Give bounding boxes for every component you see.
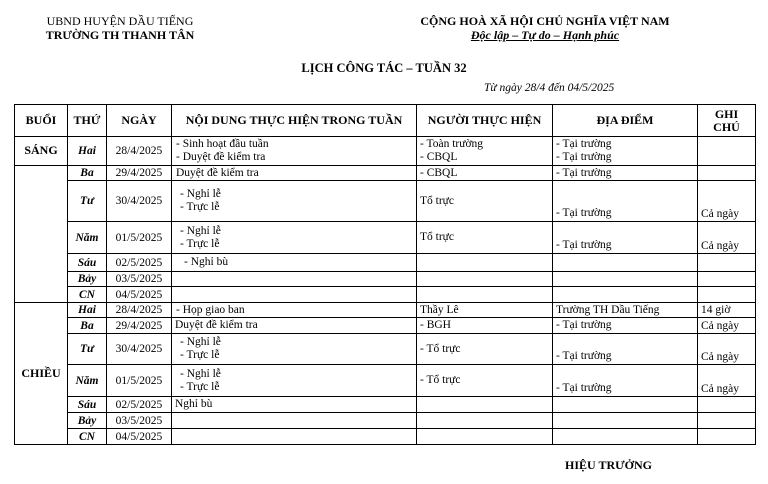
day-cell: Tư — [68, 334, 107, 365]
note-cell — [698, 166, 756, 181]
content-cell — [172, 272, 417, 287]
person-cell — [417, 303, 553, 318]
location-cell — [553, 318, 698, 334]
content-cell-line: - Nghỉ lễ — [180, 367, 221, 380]
location-cell-line: - Tại trường — [556, 138, 612, 150]
day-cell: Bảy — [68, 413, 107, 429]
session-chieu: CHIỀU — [15, 303, 68, 445]
note-cell — [698, 429, 756, 445]
date-cell: 02/5/2025 — [107, 254, 172, 272]
table-row — [15, 272, 756, 287]
day-cell: Sáu — [68, 254, 107, 272]
note-cell: Cả ngày — [698, 318, 756, 334]
col-ghi-chu: GHI CHÚ — [698, 105, 756, 137]
table-row — [15, 365, 756, 397]
table-row — [15, 318, 756, 334]
note-cell — [698, 397, 756, 413]
location-cell — [553, 429, 698, 445]
person-cell — [417, 222, 553, 254]
content-cell — [172, 334, 417, 365]
content-cell-line: - Nghỉ lễ — [180, 188, 221, 200]
location-cell — [553, 137, 698, 166]
person-cell-line: - CBQL — [420, 166, 458, 179]
day-cell: CN — [68, 287, 107, 303]
header-left — [30, 14, 210, 42]
location-cell — [553, 287, 698, 303]
district-name: UBND HUYỆN DẦU TIẾNG — [46, 14, 194, 28]
date-cell: 28/4/2025 — [107, 137, 172, 166]
location-cell — [553, 365, 698, 397]
content-cell-line: - Trực lễ — [180, 237, 220, 250]
table-row — [15, 222, 756, 254]
location-cell — [553, 166, 698, 181]
schedule-table — [14, 104, 756, 445]
content-cell-line: - Nghỉ lễ — [180, 336, 221, 348]
schedule-body — [15, 137, 756, 445]
person-cell — [417, 413, 553, 429]
content-cell — [172, 222, 417, 254]
col-buoi: BUỔI — [15, 105, 68, 137]
person-cell-line: Tổ trực — [420, 231, 455, 243]
location-cell — [553, 413, 698, 429]
table-row — [15, 334, 756, 365]
session-sang-continued — [15, 166, 68, 303]
location-cell — [553, 254, 698, 272]
content-cell — [172, 303, 417, 318]
person-cell — [417, 272, 553, 287]
content-cell-line: Duyệt đề kiểm tra — [176, 166, 259, 179]
content-cell — [172, 429, 417, 445]
person-cell — [417, 254, 553, 272]
person-cell-line: - BGH — [420, 319, 451, 331]
date-cell: 02/5/2025 — [107, 397, 172, 413]
person-cell — [417, 429, 553, 445]
content-cell — [172, 254, 417, 272]
note-cell — [698, 254, 756, 272]
person-cell-line: - CBQL — [420, 151, 458, 163]
content-cell — [172, 181, 417, 222]
person-cell — [417, 334, 553, 365]
national-motto: Độc lập – Tự do – Hạnh phúc — [470, 28, 620, 42]
note-cell: Cả ngày — [698, 222, 756, 254]
day-cell: Ba — [68, 318, 107, 334]
person-cell-line: - Tổ trực — [420, 342, 461, 355]
day-cell: Tư — [68, 181, 107, 222]
table-row — [15, 287, 756, 303]
content-cell-line: - Trực lễ — [180, 380, 220, 393]
note-cell: Cả ngày — [698, 181, 756, 222]
location-cell — [553, 272, 698, 287]
person-cell-line: Tổ trực — [420, 194, 455, 207]
date-cell: 04/5/2025 — [107, 429, 172, 445]
table-row — [15, 254, 756, 272]
person-cell — [417, 318, 553, 334]
date-cell: 30/4/2025 — [107, 181, 172, 222]
content-cell-line: - Duyệt đề kiểm tra — [176, 151, 266, 163]
content-cell — [172, 413, 417, 429]
location-cell — [553, 303, 698, 318]
date-cell: 29/4/2025 — [107, 318, 172, 334]
content-cell-line: Duyệt đề kiểm tra — [175, 319, 258, 331]
national-title: CỘNG HOÀ XÃ HỘI CHỦ NGHĨA VIỆT NAM — [420, 14, 670, 28]
location-cell — [553, 334, 698, 365]
person-cell — [417, 181, 553, 222]
col-nguoi: NGƯỜI THỰC HIỆN — [417, 105, 553, 137]
content-cell — [172, 318, 417, 334]
person-cell — [417, 365, 553, 397]
content-cell — [172, 287, 417, 303]
content-cell-line: - Nghỉ bù — [184, 256, 229, 268]
person-cell — [417, 287, 553, 303]
date-cell: 04/5/2025 — [107, 287, 172, 303]
person-cell — [417, 397, 553, 413]
note-cell — [698, 272, 756, 287]
location-cell — [553, 181, 698, 222]
header-right — [405, 14, 685, 42]
date-cell: 29/4/2025 — [107, 166, 172, 181]
date-range: Từ ngày 28/4 đến 04/5/2025 — [484, 82, 615, 94]
content-cell-line: - Họp giao ban — [176, 303, 245, 316]
note-cell: Cả ngày — [698, 365, 756, 397]
day-cell: Ba — [68, 166, 107, 181]
school-name: TRƯỜNG TH THANH TÂN — [45, 28, 195, 42]
content-cell-line: - Trực lễ — [180, 349, 220, 361]
table-row — [15, 429, 756, 445]
date-cell: 03/5/2025 — [107, 272, 172, 287]
location-cell — [553, 397, 698, 413]
table-row — [15, 137, 756, 166]
location-cell-line: - Tại trường — [556, 382, 612, 394]
content-cell-line: - Nghỉ lễ — [180, 224, 221, 237]
content-cell-line: Nghỉ bù — [175, 398, 213, 410]
note-cell — [698, 413, 756, 429]
table-row — [15, 303, 756, 318]
location-cell-line: - Tại trường — [556, 166, 612, 179]
day-cell: Năm — [68, 365, 107, 397]
table-header-row — [15, 105, 756, 137]
date-cell: 01/5/2025 — [107, 365, 172, 397]
content-cell-line: - Sinh hoạt đầu tuần — [176, 138, 269, 150]
day-cell: CN — [68, 429, 107, 445]
day-cell: Sáu — [68, 397, 107, 413]
person-cell-line: - Tổ trực — [420, 374, 461, 386]
note-cell: Cả ngày — [698, 334, 756, 365]
date-cell: 28/4/2025 — [107, 303, 172, 318]
day-cell: Năm — [68, 222, 107, 254]
location-cell-line: Trường TH Dầu Tiếng — [556, 303, 660, 316]
person-cell — [417, 137, 553, 166]
content-cell — [172, 397, 417, 413]
person-cell-line: Thầy Lê — [420, 303, 459, 316]
content-cell — [172, 137, 417, 166]
col-thu: THỨ — [68, 105, 107, 137]
page-title: LỊCH CÔNG TÁC – TUẦN 32 — [301, 61, 467, 75]
location-cell-line: - Tại trường — [556, 350, 612, 362]
date-cell: 01/5/2025 — [107, 222, 172, 254]
location-cell-line: - Tại trường — [556, 239, 612, 251]
note-cell — [698, 287, 756, 303]
location-cell-line: - Tại trường — [556, 319, 612, 331]
col-ngay: NGÀY — [107, 105, 172, 137]
note-cell — [698, 137, 756, 166]
table-row — [15, 166, 756, 181]
location-cell-line: - Tại trường — [556, 207, 612, 219]
note-cell: 14 giờ — [698, 303, 756, 318]
col-noi-dung: NỘI DUNG THỰC HIỆN TRONG TUẦN — [172, 105, 417, 137]
table-row — [15, 413, 756, 429]
content-cell — [172, 166, 417, 181]
table-row — [15, 181, 756, 222]
location-cell-line: - Tại trường — [556, 151, 612, 163]
date-cell: 30/4/2025 — [107, 334, 172, 365]
day-cell: Hai — [68, 303, 107, 318]
day-cell: Bảy — [68, 272, 107, 287]
content-cell-line: - Trực lễ — [180, 201, 220, 213]
col-dia-diem: ĐỊA ĐIỂM — [553, 105, 698, 137]
session-sang: SÁNG — [15, 137, 68, 166]
location-cell — [553, 222, 698, 254]
person-cell-line: - Toàn trường — [420, 138, 484, 150]
table-row — [15, 397, 756, 413]
signature-title: HIỆU TRƯỞNG — [565, 458, 653, 472]
date-cell: 03/5/2025 — [107, 413, 172, 429]
day-cell: Hai — [68, 137, 107, 166]
content-cell — [172, 365, 417, 397]
person-cell — [417, 166, 553, 181]
